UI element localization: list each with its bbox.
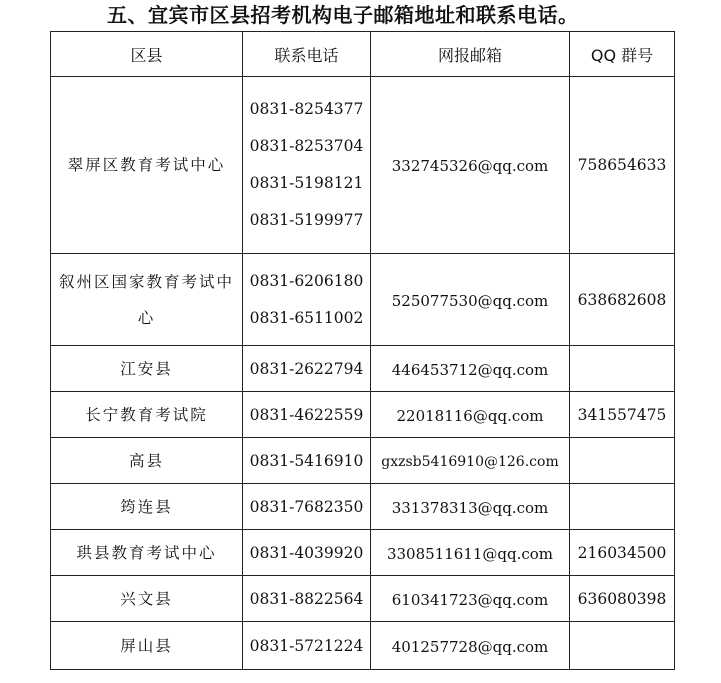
- phone-cell: [243, 484, 371, 530]
- header-county: 区县: [51, 32, 243, 77]
- qq-cell: 216034500: [570, 530, 675, 576]
- document-title: 五、宜宾市区县招考机构电子邮箱地址和联系电话。: [107, 3, 579, 27]
- email-cell: 332745326@qq.com: [371, 77, 570, 254]
- qq-cell: [570, 438, 675, 484]
- phone-number: 0831-8822564: [249, 589, 364, 608]
- phone-cell: [243, 254, 371, 346]
- county-cell: 兴文县: [51, 576, 243, 622]
- qq-cell: [570, 484, 675, 530]
- qq-cell: 758654633: [570, 77, 675, 254]
- phone-number: 0831-8253704: [249, 137, 364, 155]
- email-cell: 446453712@qq.com: [371, 346, 570, 392]
- table-row: [51, 392, 675, 438]
- email-cell: 22018116@qq.com: [371, 392, 570, 438]
- phone-number: 0831-6511002: [249, 308, 364, 327]
- header-phone: 联系电话: [243, 32, 371, 77]
- table-row: [51, 438, 675, 484]
- email-cell: 610341723@qq.com: [371, 576, 570, 622]
- email-cell: 331378313@qq.com: [371, 484, 570, 530]
- contact-table: [50, 31, 675, 670]
- header-email: 网报邮箱: [371, 32, 570, 77]
- county-cell: 屏山县: [51, 622, 243, 670]
- county-cell: 长宁教育考试院: [51, 392, 243, 438]
- phone-cell: [243, 77, 371, 254]
- county-cell: 翠屏区教育考试中心: [51, 77, 243, 254]
- county-cell: 江安县: [51, 346, 243, 392]
- table-header-row: [51, 32, 675, 77]
- table-row: [51, 254, 675, 346]
- table-row: [51, 484, 675, 530]
- table-row: [51, 346, 675, 392]
- county-cell: 叙州区国家教育考试中心: [51, 254, 243, 346]
- email-cell: 525077530@qq.com: [371, 254, 570, 346]
- phone-number: 0831-4622559: [249, 405, 364, 424]
- phone-number: 0831-5198121: [249, 174, 364, 192]
- phone-number: 0831-2622794: [249, 359, 364, 378]
- table-row: [51, 77, 675, 254]
- phone-number: 0831-6206180: [249, 271, 364, 290]
- phone-number: 0831-4039920: [249, 543, 364, 562]
- phone-cell: [243, 530, 371, 576]
- phone-number: 0831-8254377: [249, 100, 364, 118]
- county-cell: 珙县教育考试中心: [51, 530, 243, 576]
- email-cell: 3308511611@qq.com: [371, 530, 570, 576]
- table-row: [51, 622, 675, 670]
- email-cell: 401257728@qq.com: [371, 622, 570, 670]
- qq-cell: [570, 346, 675, 392]
- qq-cell: 341557475: [570, 392, 675, 438]
- table-row: [51, 576, 675, 622]
- phone-number: 0831-5416910: [249, 451, 364, 470]
- phone-cell: [243, 392, 371, 438]
- qq-cell: [570, 622, 675, 670]
- table-row: [51, 530, 675, 576]
- county-cell: 高县: [51, 438, 243, 484]
- phone-cell: [243, 346, 371, 392]
- header-qq: QQ 群号: [570, 32, 675, 77]
- email-cell: gxzsb5416910@126.com: [371, 438, 570, 484]
- qq-cell: 638682608: [570, 254, 675, 346]
- phone-number: 0831-5721224: [249, 636, 364, 655]
- qq-cell: 636080398: [570, 576, 675, 622]
- phone-number: 0831-7682350: [249, 497, 364, 516]
- phone-cell: [243, 622, 371, 670]
- county-cell: 筠连县: [51, 484, 243, 530]
- phone-cell: [243, 438, 371, 484]
- phone-cell: [243, 576, 371, 622]
- phone-number: 0831-5199977: [249, 211, 364, 229]
